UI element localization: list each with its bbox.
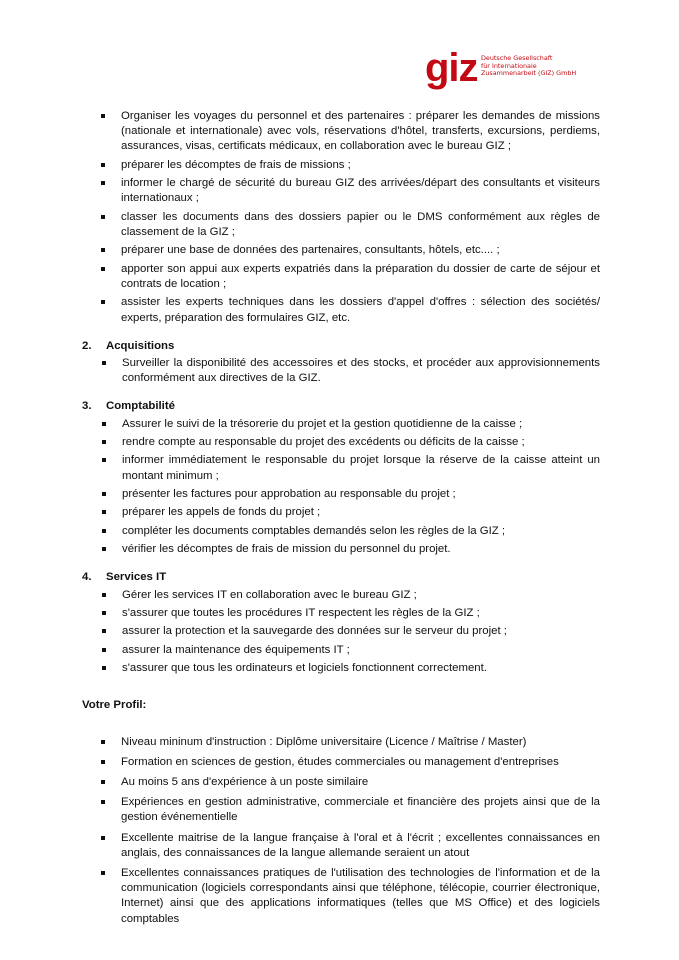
list-item [82, 262, 600, 292]
square-bullet-icon [102, 458, 106, 462]
square-bullet-icon [101, 300, 105, 304]
list-item-text: Assurer le suivi de la trésorerie du projet et la gestion quotidienne de la caisse ; [122, 417, 523, 430]
list-item-text: Expériences en gestion administrative, commerciale et financière des projets ainsi que de la gestion événementielle [121, 796, 600, 824]
section-number: 4. [82, 571, 92, 584]
square-bullet-icon [101, 248, 105, 252]
list-item-text: informer immédiatement le responsable du projet lorsque la réserve de la caisse atteint un montant minimum ; [122, 454, 600, 482]
section-heading [82, 339, 600, 354]
list-item-text: classer les documents dans des dossiers papier ou le DMS conformément aux règles de classement de la GIZ ; [121, 210, 600, 238]
list-item [82, 831, 600, 861]
section-list [82, 417, 600, 558]
list-item-text: assister les experts techniques dans les dossiers d'appel d'offres : sélection des sociétés/ experts, préparation des formulaires GIZ, etc. [121, 296, 600, 324]
square-bullet-icon [102, 510, 106, 514]
section-acquisitions [82, 339, 600, 387]
list-item [82, 435, 600, 450]
list-item-text: rendre compte au responsable du projet des excédents ou déficits de la caisse ; [122, 435, 525, 448]
list-item-text: préparer une base de données des partenaires, consultants, hôtels, etc.... ; [121, 244, 500, 257]
list-item [82, 588, 600, 603]
list-item-text: Gérer les services IT en collaboration avec le bureau GIZ ; [122, 588, 417, 601]
section-list [82, 588, 600, 677]
square-bullet-icon [102, 666, 106, 670]
giz-logo-text [481, 55, 576, 78]
list-item [82, 158, 600, 173]
square-bullet-icon [102, 492, 106, 496]
list-item [82, 606, 600, 621]
list-item [82, 295, 600, 325]
square-bullet-icon [101, 267, 105, 271]
list-item-text: assurer la maintenance des équipements IT ; [122, 643, 350, 656]
list-item-text: Organiser les voyages du personnel et des partenaires : préparer les demandes de missions (nationale et internationale) avec vols, réservations d'hôtel, transferts, excursions, perdiems, assurances, visas, certificats médicaux, en collaboration avec le bureau GIZ ; [121, 110, 600, 153]
list-item-text: Formation en sciences de gestion, études commerciales ou management d'entreprises [121, 755, 559, 768]
section-title: Services IT [106, 571, 167, 584]
giz-logo-line: Deutsche Gesellschaft [481, 54, 553, 62]
section-profil [82, 698, 600, 926]
list-item [82, 176, 600, 206]
list-item [82, 661, 600, 676]
list-item [82, 524, 600, 539]
section-comptabilite [82, 399, 600, 557]
list-item [82, 775, 600, 790]
square-bullet-icon [102, 361, 106, 365]
intro-list [82, 109, 600, 326]
profil-list [82, 735, 600, 927]
square-bullet-icon [101, 163, 105, 167]
list-item [82, 109, 600, 155]
section-heading [82, 570, 600, 585]
list-item [82, 624, 600, 639]
list-item-text: apporter son appui aux experts expatriés dans la préparation du dossier de carte de séjour et contrats de location ; [121, 262, 600, 290]
list-item-text: assurer la protection et la sauvegarde des données sur le serveur du projet ; [122, 625, 507, 638]
list-item-text: informer le chargé de sécurité du bureau GIZ des arrivées/départ des consultants et visiteurs internationaux ; [121, 177, 600, 205]
giz-logo-line: für Internationale [481, 61, 537, 70]
square-bullet-icon [101, 780, 105, 784]
list-item-text: Au moins 5 ans d'expérience à un poste similaire [121, 775, 369, 788]
list-item-text: Excellentes connaissances pratiques de l'utilisation des technologies de l'information et de la communication (logiciels correspondants ainsi que téléphone, télécopie, courrier électronique, Internet) ainsi que des applications informatiques (telles que MS Office) et des logiciels comptables [121, 866, 600, 925]
square-bullet-icon [101, 760, 105, 764]
list-item-text: compléter les documents comptables demandés selon les règles de la GIZ ; [122, 524, 506, 537]
section-services-it [82, 570, 600, 676]
list-item-text: Niveau mininum d'instruction : Diplôme universitaire (Licence / Maîtrise / Master) [121, 735, 527, 748]
section-number: 2. [82, 339, 92, 352]
square-bullet-icon [101, 871, 105, 875]
section-heading [82, 399, 600, 414]
list-item [82, 210, 600, 240]
square-bullet-icon [102, 422, 106, 426]
square-bullet-icon [101, 114, 105, 118]
square-bullet-icon [101, 215, 105, 219]
document-body [82, 109, 600, 932]
square-bullet-icon [102, 593, 106, 597]
profil-heading: Votre Profil: [82, 699, 147, 712]
list-item [82, 643, 600, 658]
list-item-text: vérifier les décomptes de frais de mission du personnel du projet. [122, 543, 451, 556]
section-title: Acquisitions [106, 339, 175, 352]
list-item-text: s'assurer que toutes les procédures IT respectent les règles de la GIZ ; [122, 606, 480, 619]
giz-logo-mark: giz [425, 46, 478, 90]
list-item [82, 356, 600, 386]
square-bullet-icon [101, 181, 105, 185]
list-item [82, 755, 600, 770]
list-item-text: préparer les décomptes de frais de missions ; [121, 158, 351, 171]
list-item-text: présenter les factures pour approbation au responsable du projet ; [122, 487, 456, 500]
list-item [82, 866, 600, 927]
list-item [82, 542, 600, 557]
square-bullet-icon [102, 629, 106, 633]
section-list [82, 356, 600, 386]
list-item-text: préparer les appels de fonds du projet ; [122, 506, 321, 519]
square-bullet-icon [102, 547, 106, 551]
list-item-text: Excellente maitrise de la langue française à l'oral et à l'écrit ; excellentes connaissances en anglais, des connaissances de la langue allemande seraient un atout [121, 831, 600, 859]
square-bullet-icon [101, 740, 105, 744]
square-bullet-icon [101, 800, 105, 804]
list-item [82, 243, 600, 258]
square-bullet-icon [102, 611, 106, 615]
square-bullet-icon [101, 836, 105, 840]
list-item [82, 735, 600, 750]
square-bullet-icon [102, 529, 106, 533]
section-number: 3. [82, 400, 92, 413]
list-item-text: s'assurer que tous les ordinateurs et logiciels fonctionnent correctement. [122, 662, 487, 675]
giz-logo [425, 46, 585, 91]
list-item [82, 487, 600, 502]
square-bullet-icon [102, 648, 106, 652]
list-item [82, 417, 600, 432]
list-item-text: Surveiller la disponibilité des accessoires et des stocks, et procéder aux approvisionnements conformément aux directives de la GIZ. [122, 356, 600, 385]
list-item [82, 505, 600, 520]
section-title: Comptabilité [106, 400, 175, 413]
list-item [82, 453, 600, 483]
giz-logo-line: Zusammenarbeit (GIZ) GmbH [481, 69, 577, 78]
square-bullet-icon [102, 440, 106, 444]
list-item [82, 795, 600, 825]
